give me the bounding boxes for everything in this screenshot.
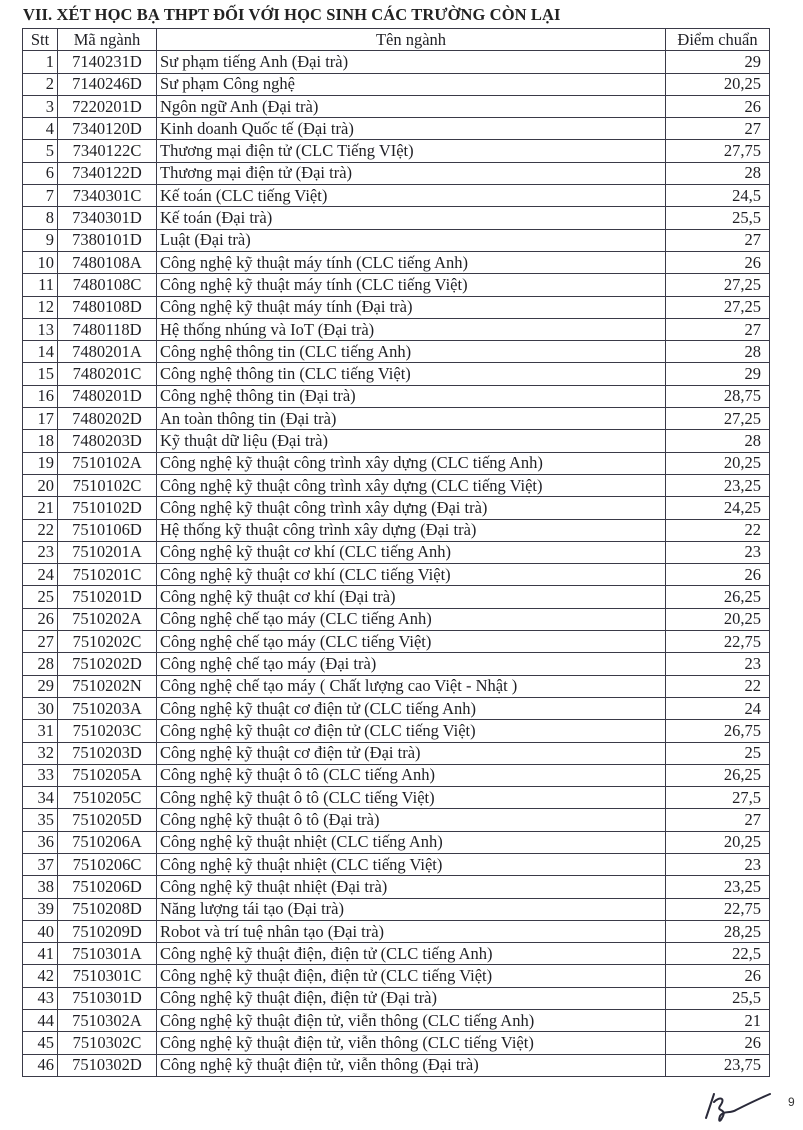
- row-code: 7480203D: [58, 430, 157, 452]
- row-name: Công nghệ kỹ thuật máy tính (CLC tiếng Việt): [157, 274, 666, 296]
- row-stt: 46: [23, 1054, 58, 1076]
- row-code: 7340301D: [58, 207, 157, 229]
- table-row: [23, 853, 770, 875]
- table-row: [23, 519, 770, 541]
- row-score: 27: [666, 118, 770, 140]
- table-row: [23, 140, 770, 162]
- row-stt: 41: [23, 943, 58, 965]
- row-stt: 33: [23, 764, 58, 786]
- row-stt: 40: [23, 920, 58, 942]
- row-code: 7510302A: [58, 1010, 157, 1032]
- row-code: 7510301C: [58, 965, 157, 987]
- row-name: Luật (Đại trà): [157, 229, 666, 251]
- table-row: [23, 631, 770, 653]
- table-row: [23, 363, 770, 385]
- row-code: 7510201C: [58, 564, 157, 586]
- table-row: [23, 430, 770, 452]
- row-score: 26,75: [666, 720, 770, 742]
- row-name: Kỹ thuật dữ liệu (Đại trà): [157, 430, 666, 452]
- row-score: 23,25: [666, 876, 770, 898]
- section-title: VII. XÉT HỌC BẠ THPT ĐỐI VỚI HỌC SINH CÁC TRƯỜNG CÒN LẠI: [23, 5, 561, 24]
- row-name: Công nghệ kỹ thuật cơ điện tử (Đại trà): [157, 742, 666, 764]
- row-code: 7510209D: [58, 920, 157, 942]
- row-score: 29: [666, 363, 770, 385]
- row-code: 7510203D: [58, 742, 157, 764]
- table-row: [23, 497, 770, 519]
- table-row: [23, 898, 770, 920]
- row-name: Thương mại điện tử (CLC Tiếng VIệt): [157, 140, 666, 162]
- row-name: Công nghệ chế tạo máy (CLC tiếng Việt): [157, 631, 666, 653]
- row-code: 7510202N: [58, 675, 157, 697]
- row-name: Công nghệ kỹ thuật công trình xây dựng (Đại trà): [157, 497, 666, 519]
- row-stt: 16: [23, 385, 58, 407]
- table-row: [23, 207, 770, 229]
- table-row: [23, 564, 770, 586]
- row-stt: 34: [23, 787, 58, 809]
- row-name: Kế toán (Đại trà): [157, 207, 666, 229]
- row-stt: 43: [23, 987, 58, 1009]
- row-score: 28: [666, 430, 770, 452]
- row-stt: 2: [23, 73, 58, 95]
- row-name: Công nghệ kỹ thuật ô tô (CLC tiếng Anh): [157, 764, 666, 786]
- row-score: 25: [666, 742, 770, 764]
- row-score: 26,25: [666, 586, 770, 608]
- admission-scores-table: [22, 28, 770, 1077]
- row-stt: 7: [23, 185, 58, 207]
- row-stt: 17: [23, 408, 58, 430]
- row-name: Công nghệ kỹ thuật ô tô (CLC tiếng Việt): [157, 787, 666, 809]
- row-code: 7510201A: [58, 541, 157, 563]
- row-stt: 21: [23, 497, 58, 519]
- row-name: Sư phạm Công nghệ: [157, 73, 666, 95]
- row-score: 20,25: [666, 452, 770, 474]
- table-row: [23, 742, 770, 764]
- row-code: 7480118D: [58, 318, 157, 340]
- row-score: 28: [666, 162, 770, 184]
- table-row: [23, 1054, 770, 1076]
- table-row: [23, 162, 770, 184]
- row-stt: 37: [23, 853, 58, 875]
- table-row: [23, 118, 770, 140]
- table-row: [23, 764, 770, 786]
- page-number: 9: [788, 1095, 795, 1109]
- row-stt: 32: [23, 742, 58, 764]
- row-stt: 24: [23, 564, 58, 586]
- table-row: [23, 943, 770, 965]
- table-row: [23, 408, 770, 430]
- row-name: Công nghệ kỹ thuật điện tử, viễn thông (CLC tiếng Anh): [157, 1010, 666, 1032]
- row-score: 27: [666, 229, 770, 251]
- row-code: 7220201D: [58, 95, 157, 117]
- row-code: 7510301D: [58, 987, 157, 1009]
- row-code: 7340122C: [58, 140, 157, 162]
- table-row: [23, 385, 770, 407]
- row-stt: 3: [23, 95, 58, 117]
- row-code: 7480201C: [58, 363, 157, 385]
- header-stt: Stt: [23, 29, 58, 51]
- row-code: 7510302D: [58, 1054, 157, 1076]
- row-code: 7510206A: [58, 831, 157, 853]
- row-name: Công nghệ kỹ thuật cơ khí (CLC tiếng Việt): [157, 564, 666, 586]
- row-name: Sư phạm tiếng Anh (Đại trà): [157, 51, 666, 73]
- row-name: Công nghệ kỹ thuật cơ khí (CLC tiếng Anh): [157, 541, 666, 563]
- table-row: [23, 608, 770, 630]
- row-name: Công nghệ kỹ thuật điện tử, viễn thông (CLC tiếng Việt): [157, 1032, 666, 1054]
- table-row: [23, 541, 770, 563]
- header-score: Điểm chuẩn: [666, 29, 770, 51]
- row-stt: 25: [23, 586, 58, 608]
- row-stt: 42: [23, 965, 58, 987]
- row-code: 7480201D: [58, 385, 157, 407]
- row-name: Công nghệ thông tin (Đại trà): [157, 385, 666, 407]
- row-code: 7510102D: [58, 497, 157, 519]
- table-row: [23, 586, 770, 608]
- row-score: 26: [666, 95, 770, 117]
- row-stt: 38: [23, 876, 58, 898]
- row-name: Công nghệ kỹ thuật nhiệt (CLC tiếng Anh): [157, 831, 666, 853]
- row-score: 26: [666, 251, 770, 273]
- row-stt: 18: [23, 430, 58, 452]
- row-name: Công nghệ kỹ thuật cơ điện tử (CLC tiếng Việt): [157, 720, 666, 742]
- row-score: 28,25: [666, 920, 770, 942]
- row-stt: 13: [23, 318, 58, 340]
- row-score: 22: [666, 519, 770, 541]
- table-row: [23, 653, 770, 675]
- row-score: 23,75: [666, 1054, 770, 1076]
- row-name: Công nghệ thông tin (CLC tiếng Việt): [157, 363, 666, 385]
- table-row: [23, 965, 770, 987]
- table-row: [23, 720, 770, 742]
- row-name: Ngôn ngữ Anh (Đại trà): [157, 95, 666, 117]
- row-score: 23: [666, 853, 770, 875]
- table-row: [23, 73, 770, 95]
- row-stt: 45: [23, 1032, 58, 1054]
- row-score: 27,25: [666, 296, 770, 318]
- row-name: Công nghệ kỹ thuật máy tính (CLC tiếng Anh): [157, 251, 666, 273]
- row-name: Công nghệ kỹ thuật nhiệt (CLC tiếng Việt): [157, 853, 666, 875]
- row-stt: 27: [23, 631, 58, 653]
- table-row: [23, 987, 770, 1009]
- row-code: 7340122D: [58, 162, 157, 184]
- row-name: Công nghệ chế tạo máy (Đại trà): [157, 653, 666, 675]
- table-body: [23, 51, 770, 1077]
- row-name: Hệ thống nhúng và IoT (Đại trà): [157, 318, 666, 340]
- table-row: [23, 876, 770, 898]
- row-name: Kinh doanh Quốc tế (Đại trà): [157, 118, 666, 140]
- row-score: 27,75: [666, 140, 770, 162]
- row-stt: 26: [23, 608, 58, 630]
- row-score: 26,25: [666, 764, 770, 786]
- row-stt: 4: [23, 118, 58, 140]
- row-name: Công nghệ kỹ thuật điện tử, viễn thông (Đại trà): [157, 1054, 666, 1076]
- table-row: [23, 474, 770, 496]
- table-row: [23, 920, 770, 942]
- row-stt: 36: [23, 831, 58, 853]
- row-score: 24: [666, 697, 770, 719]
- row-stt: 39: [23, 898, 58, 920]
- table-row: [23, 318, 770, 340]
- table-row: [23, 697, 770, 719]
- row-stt: 5: [23, 140, 58, 162]
- row-name: Công nghệ kỹ thuật công trình xây dựng (CLC tiếng Anh): [157, 452, 666, 474]
- row-code: 7140246D: [58, 73, 157, 95]
- row-stt: 31: [23, 720, 58, 742]
- row-code: 7480108A: [58, 251, 157, 273]
- row-code: 7510203A: [58, 697, 157, 719]
- row-name: Công nghệ chế tạo máy ( Chất lượng cao Việt - Nhật ): [157, 675, 666, 697]
- row-score: 20,25: [666, 831, 770, 853]
- row-stt: 35: [23, 809, 58, 831]
- row-score: 25,5: [666, 987, 770, 1009]
- header-code: Mã ngành: [58, 29, 157, 51]
- row-code: 7510302C: [58, 1032, 157, 1054]
- row-stt: 23: [23, 541, 58, 563]
- row-name: Công nghệ kỹ thuật điện, điện tử (Đại trà): [157, 987, 666, 1009]
- row-code: 7510203C: [58, 720, 157, 742]
- row-stt: 8: [23, 207, 58, 229]
- row-code: 7480108C: [58, 274, 157, 296]
- row-code: 7510206C: [58, 853, 157, 875]
- row-score: 27,25: [666, 408, 770, 430]
- table-row: [23, 809, 770, 831]
- row-stt: 9: [23, 229, 58, 251]
- row-stt: 12: [23, 296, 58, 318]
- row-code: 7510208D: [58, 898, 157, 920]
- row-stt: 1: [23, 51, 58, 73]
- row-name: Công nghệ kỹ thuật điện, điện tử (CLC tiếng Anh): [157, 943, 666, 965]
- row-code: 7510205A: [58, 764, 157, 786]
- row-score: 24,25: [666, 497, 770, 519]
- table-row: [23, 296, 770, 318]
- row-code: 7140231D: [58, 51, 157, 73]
- table-row: [23, 787, 770, 809]
- row-score: 29: [666, 51, 770, 73]
- row-code: 7480201A: [58, 341, 157, 363]
- row-name: Công nghệ kỹ thuật ô tô (Đại trà): [157, 809, 666, 831]
- table-row: [23, 95, 770, 117]
- row-code: 7480202D: [58, 408, 157, 430]
- row-name: Robot và trí tuệ nhân tạo (Đại trà): [157, 920, 666, 942]
- row-score: 22: [666, 675, 770, 697]
- table-row: [23, 1010, 770, 1032]
- row-stt: 44: [23, 1010, 58, 1032]
- table-row: [23, 675, 770, 697]
- row-score: 26: [666, 564, 770, 586]
- row-score: 27: [666, 809, 770, 831]
- row-stt: 19: [23, 452, 58, 474]
- row-score: 26: [666, 965, 770, 987]
- row-score: 20,25: [666, 608, 770, 630]
- row-score: 22,5: [666, 943, 770, 965]
- row-code: 7510205D: [58, 809, 157, 831]
- row-stt: 6: [23, 162, 58, 184]
- row-code: 7380101D: [58, 229, 157, 251]
- row-name: Công nghệ kỹ thuật nhiệt (Đại trà): [157, 876, 666, 898]
- row-score: 28,75: [666, 385, 770, 407]
- row-name: Công nghệ kỹ thuật máy tính (Đại trà): [157, 296, 666, 318]
- row-stt: 28: [23, 653, 58, 675]
- row-code: 7510206D: [58, 876, 157, 898]
- row-score: 24,5: [666, 185, 770, 207]
- row-code: 7510102C: [58, 474, 157, 496]
- row-stt: 30: [23, 697, 58, 719]
- row-score: 27: [666, 318, 770, 340]
- row-code: 7510301A: [58, 943, 157, 965]
- row-score: 25,5: [666, 207, 770, 229]
- row-stt: 11: [23, 274, 58, 296]
- table-row: [23, 229, 770, 251]
- row-stt: 10: [23, 251, 58, 273]
- row-name: Công nghệ chế tạo máy (CLC tiếng Anh): [157, 608, 666, 630]
- table-row: [23, 831, 770, 853]
- row-name: Công nghệ kỹ thuật cơ điện tử (CLC tiếng Anh): [157, 697, 666, 719]
- signature-icon: [700, 1088, 772, 1124]
- table-row: [23, 452, 770, 474]
- row-code: 7510202A: [58, 608, 157, 630]
- row-code: 7510106D: [58, 519, 157, 541]
- row-name: Năng lượng tái tạo (Đại trà): [157, 898, 666, 920]
- row-code: 7510102A: [58, 452, 157, 474]
- row-stt: 29: [23, 675, 58, 697]
- table-row: [23, 251, 770, 273]
- row-name: Công nghệ kỹ thuật cơ khí (Đại trà): [157, 586, 666, 608]
- row-score: 22,75: [666, 631, 770, 653]
- row-score: 22,75: [666, 898, 770, 920]
- row-stt: 14: [23, 341, 58, 363]
- row-score: 28: [666, 341, 770, 363]
- row-name: Công nghệ thông tin (CLC tiếng Anh): [157, 341, 666, 363]
- row-stt: 20: [23, 474, 58, 496]
- header-name: Tên ngành: [157, 29, 666, 51]
- row-score: 26: [666, 1032, 770, 1054]
- row-code: 7510202C: [58, 631, 157, 653]
- table-row: [23, 274, 770, 296]
- row-name: Hệ thống kỹ thuật công trình xây dựng (Đại trà): [157, 519, 666, 541]
- row-name: Thương mại điện tử (Đại trà): [157, 162, 666, 184]
- table-row: [23, 341, 770, 363]
- row-name: An toàn thông tin (Đại trà): [157, 408, 666, 430]
- row-code: 7340120D: [58, 118, 157, 140]
- table-row: [23, 51, 770, 73]
- row-score: 20,25: [666, 73, 770, 95]
- row-code: 7510201D: [58, 586, 157, 608]
- row-code: 7480108D: [58, 296, 157, 318]
- table-row: [23, 185, 770, 207]
- row-score: 21: [666, 1010, 770, 1032]
- row-stt: 15: [23, 363, 58, 385]
- row-name: Kế toán (CLC tiếng Việt): [157, 185, 666, 207]
- table-row: [23, 1032, 770, 1054]
- row-code: 7340301C: [58, 185, 157, 207]
- row-stt: 22: [23, 519, 58, 541]
- row-code: 7510202D: [58, 653, 157, 675]
- row-score: 23: [666, 653, 770, 675]
- row-score: 27,5: [666, 787, 770, 809]
- table-header-row: [23, 29, 770, 51]
- row-name: Công nghệ kỹ thuật công trình xây dựng (CLC tiếng Việt): [157, 474, 666, 496]
- row-score: 27,25: [666, 274, 770, 296]
- row-score: 23,25: [666, 474, 770, 496]
- row-code: 7510205C: [58, 787, 157, 809]
- row-score: 23: [666, 541, 770, 563]
- row-name: Công nghệ kỹ thuật điện, điện tử (CLC tiếng Việt): [157, 965, 666, 987]
